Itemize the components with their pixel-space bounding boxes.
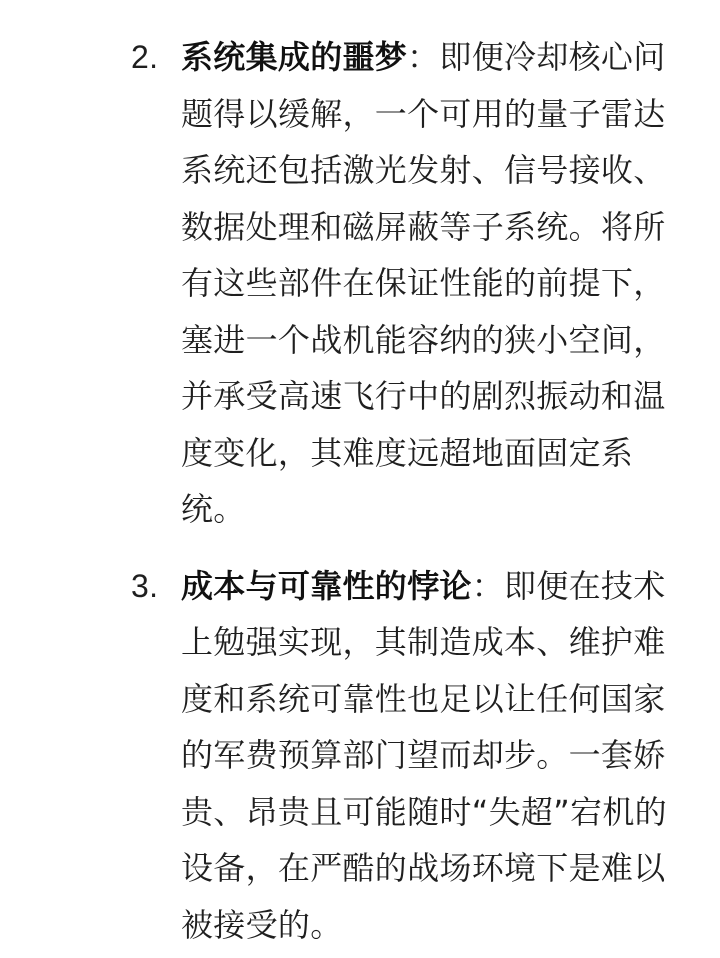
list-item-number: 3. xyxy=(131,567,159,604)
list-item xyxy=(0,558,687,954)
list-item-separator: ： xyxy=(471,566,505,605)
list-item-body: 即便冷却核心问题得以缓解，一个可用的量子雷达系统还包括激光发射、信号接收、数据处理和磁屏蔽等子系统。将所有这些部件在保证性能的前提下，塞进一个战机能容纳的狭小空间，并承受高速飞行中的剧烈振动和温度变化，其难度远超地面固定系统。 xyxy=(181,38,666,528)
list-item-title: 系统集成的噩梦 xyxy=(181,38,408,76)
list-item-separator: ： xyxy=(407,38,440,76)
list-item-title: 成本与可靠性的悖论 xyxy=(181,566,472,605)
list-item-body: 即便在技术上勉强实现，其制造成本、维护难度和系统可靠性也足以让任何国家的军费预算部门望而却步。一套娇贵、昂贵且可能随时“失超”宕机的设备，在严酷的战场环境下是难以被接受的。 xyxy=(181,566,667,944)
list-item-number: 2. xyxy=(131,39,159,75)
